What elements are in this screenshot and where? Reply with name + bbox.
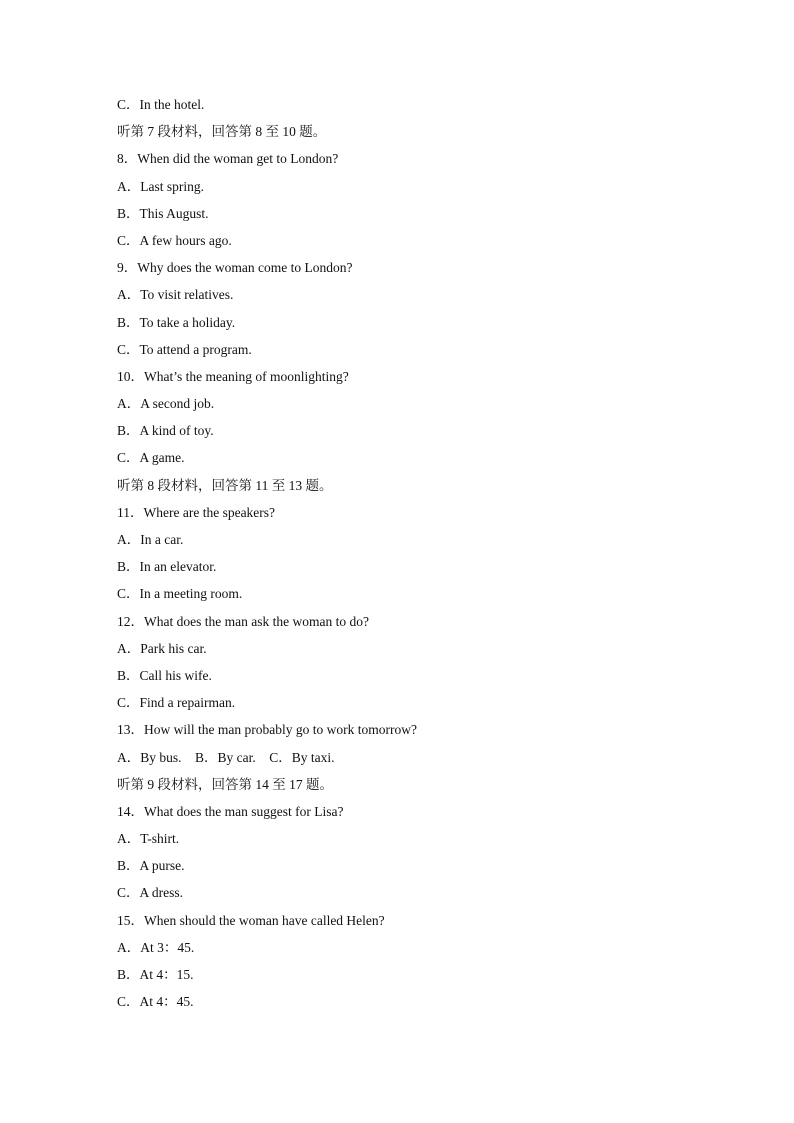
option-line: A．In a car. [117, 532, 184, 547]
option-line: B．A kind of toy. [117, 423, 214, 439]
option-line: B．This August. [117, 205, 209, 221]
option-line: C．A dress. [117, 885, 184, 901]
option-line: C．To attend a program. [117, 341, 252, 357]
option-line: B．A purse. [117, 858, 185, 874]
section-instruction: 听第 8 段材料，回答第 11 至 13 题。 [117, 477, 333, 493]
question-line: 14．What does the man suggest for Lisa? [117, 803, 344, 819]
option-line: C．Find a repairman. [117, 695, 236, 711]
option-line: B．At 4：15. [117, 967, 194, 982]
option-line: A．Park his car. [117, 640, 207, 656]
option-line: B．To take a holiday. [117, 314, 236, 330]
exam-text [117, 94, 737, 1018]
section-instruction: 听第 7 段材料，回答第 8 至 10 题。 [117, 124, 327, 140]
option-line: C．In the hotel. [117, 97, 205, 112]
option-line: C．A game. [117, 450, 185, 466]
question-line: 10．What’s the meaning of moonlighting? [117, 368, 349, 384]
question-line: 12．What does the man ask the woman to do? [117, 613, 369, 629]
option-line: B．In an elevator. [117, 559, 217, 575]
option-line: A．At 3：45. [117, 939, 195, 955]
option-line: A．By bus. B．By car. C．By taxi. [117, 749, 335, 765]
option-line: C．A few hours ago. [117, 232, 232, 248]
option-line: B．Call his wife. [117, 667, 212, 683]
question-line: 11．Where are the speakers? [117, 504, 276, 520]
question-line: 15．When should the woman have called Helen? [117, 912, 385, 928]
option-line: C．In a meeting room. [117, 586, 243, 602]
question-line: 8．When did the woman get to London? [117, 151, 339, 167]
section-instruction: 听第 9 段材料，回答第 14 至 17 题。 [117, 776, 333, 792]
question-line: 9．Why does the woman come to London? [117, 260, 353, 276]
option-line: C．At 4：45. [117, 994, 194, 1010]
option-line: A．Last spring. [117, 178, 204, 194]
option-line: A．A second job. [117, 396, 215, 412]
option-line: A．To visit relatives. [117, 287, 234, 303]
question-line: 13．How will the man probably go to work tomorrow? [117, 722, 417, 738]
option-line: A．T-shirt. [117, 831, 180, 847]
